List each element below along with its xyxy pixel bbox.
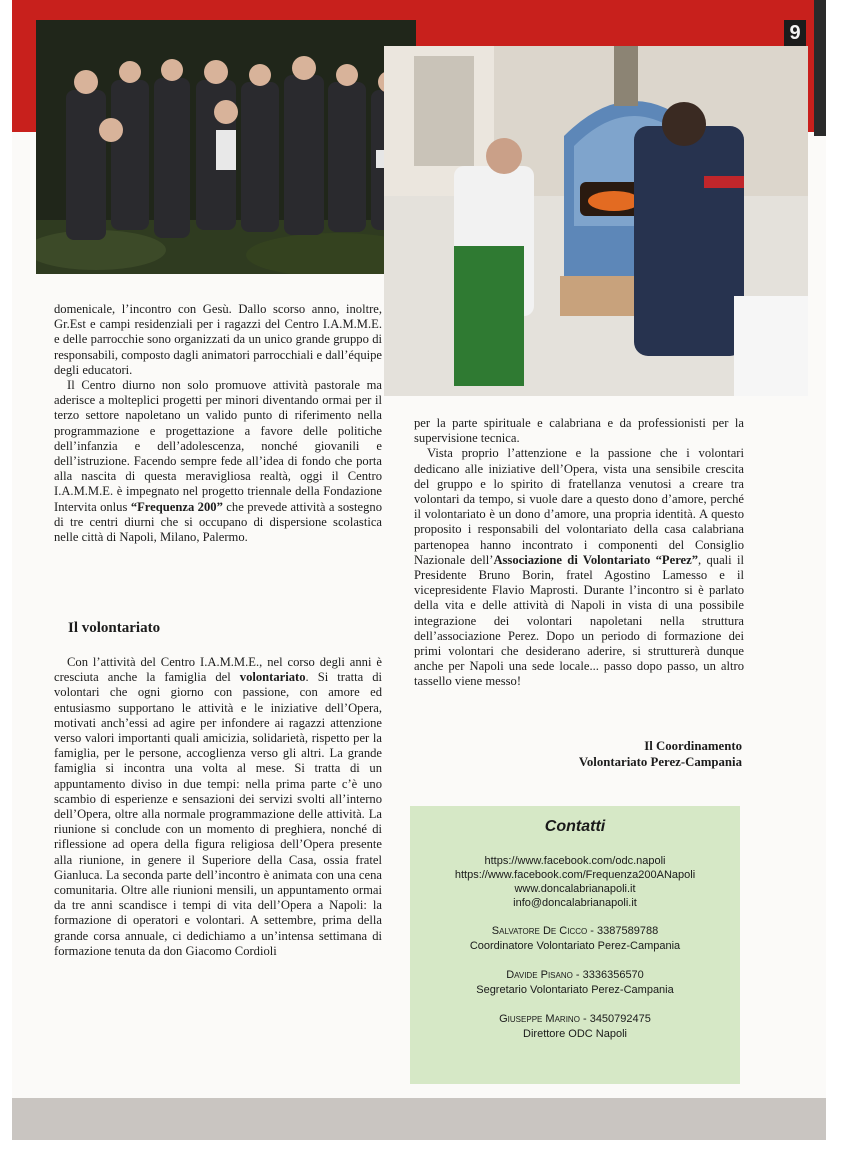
paragraph-vista-attenzione bbox=[414, 446, 744, 689]
left-column-top bbox=[54, 302, 382, 545]
pizza-oven-photo bbox=[384, 46, 808, 396]
contact-role: Coordinatore Volontariato Perez-Campania bbox=[469, 940, 681, 952]
signature-block bbox=[414, 738, 742, 770]
contact-name: Davide Pisano bbox=[506, 969, 573, 981]
email-link[interactable]: info@doncalabrianapoli.it bbox=[513, 897, 637, 909]
contact-phone: - 3387589788 bbox=[587, 925, 659, 937]
paragraph-volontariato-text-a: Con l’attività del Centro I.A.M.M.E., nel corso degli anni è cresciuta anche la famiglia del bbox=[54, 655, 382, 685]
magazine-page bbox=[12, 0, 826, 1140]
section-heading-volontariato: Il volontariato bbox=[68, 620, 161, 636]
volontariato-bold: volontariato bbox=[239, 670, 306, 685]
paragraph-centro-diurno-text-b: che prevede attività a sostegno di tre centri diurni che si occupano di dispersione scolastica nelle città di Napoli, Milano, Palermo. bbox=[54, 499, 382, 545]
paragraph-volontariato-text-b: . Si tratta di volontari che ogni giorno con passione, con amore ed entusiasmo supportano le attività e le iniziative dell’Opera, motivati anch’essi ad agire per infondere ai ragazzi attenzione verso valori importanti quali amicizia, solidarietà, rispetto per la famiglia, per le persone, accoglienza verso gli altri. La grande famiglia si incontra una volta al mese. Si tratta di un appuntamento diviso in due tempi: nella prima parte c’è uno scambio di esperienze e sensazioni dei servizi svolti all’interno dell’Opera, oltre alla normale programmazione delle attività. La riunione si conclude con un momento di preghiera, nonché di riflessione ad opera della figura religiosa dell’Opera presente alla riunione, in genere il Superiore della Casa, ossia fratel Gianluca. La seconda parte dell’incontro è animata con una cena comunitaria. Oltre alle riunioni mensili, un appuntamento ormai da tre anni scandisce i tempi di vita dell’Opera a Napoli: la formazione di operatori e volontari. A settembre, prima della grande corsa annuale, ci dedichiamo a un’intensa settimana di formazione tenuta da don Giacomo Cordioli bbox=[54, 670, 382, 958]
contact-role: Direttore ODC Napoli bbox=[523, 1028, 627, 1040]
contact-person bbox=[410, 924, 740, 954]
group-photo-illustration bbox=[36, 20, 416, 274]
page-number: 9 bbox=[784, 20, 806, 46]
paragraph-volontariato bbox=[54, 655, 382, 959]
contact-name: Salvatore De Cicco bbox=[491, 925, 588, 937]
associazione-perez-bold: Associazione di Volontariato “Perez” bbox=[493, 552, 699, 567]
paragraph-domenicale: domenicale, l’incontro con Gesù. Dallo scorso anno, inoltre, Gr.Est e campi residenziali per i ragazzi del Centro I.A.M.M.E. e delle parrocchie sono organizzati da un unico grande gruppo di responsabili, composto dagli animatori parrocchiali e dall’équipe degli educatori. bbox=[54, 302, 382, 377]
paragraph-centro-diurno bbox=[54, 378, 382, 545]
website-link[interactable]: www.doncalabrianapoli.it bbox=[514, 883, 636, 895]
contact-person bbox=[410, 968, 740, 998]
signature-line-1: Il Coordinamento bbox=[644, 739, 742, 753]
contact-links bbox=[410, 854, 740, 910]
paragraph-vista-text-b: , quali il Presidente Bruno Borin, fratel Agostino Lamesso e il vicepresidente Flavio Maprosti. Durante l’incontro si è parlato della vita e delle attività di Napoli in vista di una possibile integrazione dei volontari napoletani nella struttura dell’associazione Perez. Dopo un periodo di formazione dei primi volontari che desiderano aderire, si strutturerà dunque anche per Napoli una sede locale... passo dopo passo, un altro tassello viene messo! bbox=[414, 552, 744, 689]
frequenza-200-bold: “Frequenza 200” bbox=[130, 499, 223, 514]
bottom-grey-band bbox=[12, 1098, 826, 1140]
paragraph-vista-text-a: Vista proprio l’attenzione e la passione che i volontari dedicano alle iniziative dell’Opera, vista una sensibile crescita del gruppo e lo spirito di fratellanza venutosi a creare tra volontari da tempo, si vuole dare a questo dono d’amore, perché il volontariato è un dono d’amore, una propria identità. A questo proposito i responsabili del volontariato della casa calabriana partenopea hanno incontrato i componenti del Consiglio Nazionale dell’ bbox=[414, 446, 744, 567]
paragraph-centro-diurno-text-a: Il Centro diurno non solo promuove attività pastorale ma aderisce a molteplici progetti per minori diventando ormai per il terzo settore napoletano un valido punto di riferimento nella programmazione e progettazione a favore delle politiche dell’infanzia e dell’adolescenza, nonché giovanili e dell’istruzione. Facendo sempre fede all’idea di fondo che porta alla nascita di questa meravigliosa realtà, oggi il Centro I.A.M.M.E. è impegnato nel progetto triennale della Fondazione Intervita onlus bbox=[54, 378, 382, 514]
right-column bbox=[414, 416, 744, 690]
contacts-box bbox=[410, 806, 740, 1084]
right-edge-strip bbox=[814, 0, 826, 136]
paragraph-parte-spirituale: per la parte spirituale e calabriana e da professionisti per la supervisione tecnica. bbox=[414, 416, 744, 446]
signature-line-2: Volontariato Perez-Campania bbox=[578, 755, 742, 769]
facebook-frequenza-link[interactable]: https://www.facebook.com/Frequenza200ANapoli bbox=[454, 869, 696, 881]
group-photo bbox=[36, 20, 416, 274]
contact-person bbox=[410, 1012, 740, 1042]
contacts-title: Contatti bbox=[544, 818, 606, 835]
left-column-bottom bbox=[54, 655, 382, 959]
facebook-odc-link[interactable]: https://www.facebook.com/odc.napoli bbox=[484, 855, 666, 867]
contact-phone: - 3336356570 bbox=[572, 969, 644, 981]
pizza-oven-illustration bbox=[384, 46, 808, 396]
contact-role: Segretario Volontariato Perez-Campania bbox=[476, 984, 674, 996]
contact-phone: - 3450792475 bbox=[579, 1013, 651, 1025]
contact-name: Giuseppe Marino bbox=[499, 1013, 580, 1025]
